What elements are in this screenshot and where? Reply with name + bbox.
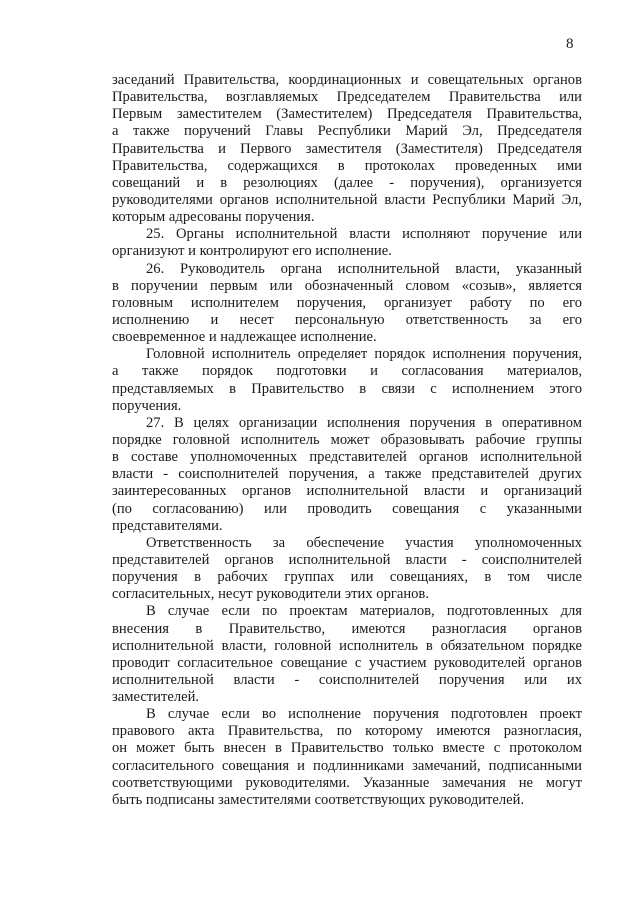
text-line: исполнению и несет персональную ответственность за его [112,311,582,328]
text-line: (по согласованию) или проводить совещания с указанными [112,500,582,517]
text-line: поручения. [112,397,182,414]
text-line: соответствующими руководителями. Указанные замечания не могут [112,774,582,791]
text-line: проводит согласительное совещание с участием руководителей органов [112,654,582,671]
paragraph [112,226,582,260]
text-line: представителей органов исполнительной власти - соисполнителей [112,551,582,568]
text-line: исполнительной власти, головной исполнитель в обязательном порядке [112,637,582,654]
text-line: Правительства, возглавляемых Председателем Правительства или [112,89,582,106]
text-line: согласительного совещания и подлинниками замечаний, подписанными [112,757,582,774]
paragraph [112,261,582,347]
text-line: представителями. [112,517,223,534]
text-line: а также порядок подготовки и согласования материалов, [112,363,582,380]
paragraph [112,346,582,415]
paragraph [112,603,582,706]
text-line: В случае если по проектам материалов, подготовленных для [146,603,582,620]
page-number: 8 [566,36,574,52]
text-line: внесения в Правительство, имеются разногласия органов [112,620,582,637]
text-line: Головной исполнитель определяет порядок исполнения поручения, [146,346,582,363]
text-line: представляемых в Правительство в связи с исполнением этого [112,380,582,397]
text-line: головным исполнителем поручения, организует работу по его [112,294,582,311]
body-text [112,72,582,809]
text-line: организуют и контролируют его исполнение. [112,243,392,260]
text-line: которым адресованы поручения. [112,209,315,226]
text-line: в составе уполномоченных представителей органов исполнительной [112,449,582,466]
paragraph [112,415,582,535]
text-line: Правительства и Первого заместителя (Заместителя) Председателя [112,140,582,157]
text-line: согласительных, несут руководители этих органов. [112,586,429,603]
text-line: Правительства, содержащихся в протоколах проведенных ими [112,157,582,174]
text-line: в поручении первым или обозначенный словом «созыв», является [112,277,582,294]
paragraph [112,706,582,809]
text-line: руководителями органов исполнительной власти Республики Марий Эл, [112,191,582,208]
text-line: совещаний и в резолюциях (далее - поручения), организуется [112,174,582,191]
text-line: правового акта Правительства, по которому имеются разногласия, [112,723,582,740]
text-line: а также поручений Главы Республики Марий Эл, Председателя [112,123,582,140]
paragraph [112,535,582,604]
text-line: своевременное и надлежащее исполнение. [112,329,377,346]
text-line: поручения в рабочих группах или совещаниях, в том числе [112,569,582,586]
text-line: заседаний Правительства, координационных и совещательных органов [112,72,582,88]
text-line: 27. В целях организации исполнения поручения в оперативном [146,414,582,431]
text-line: Первым заместителем (Заместителем) Председателя Правительства, [112,106,582,123]
text-line: заместителей. [112,689,200,706]
text-line: В случае если во исполнение поручения подготовлен проект [146,706,582,723]
text-line: порядке головной исполнитель может образовывать рабочие группы [112,431,582,448]
text-line: Ответственность за обеспечение участия уполномоченных [146,534,582,551]
text-line: исполнительной власти - соисполнителей поручения или их [112,671,582,688]
text-line: он может быть внесен в Правительство только вместе с протоколом [112,740,582,757]
text-line: 25. Органы исполнительной власти исполняют поручение или [146,226,582,243]
text-line: быть подписаны заместителями соответствующих руководителей. [112,791,525,808]
text-line: власти - соисполнителей поручения, а также представителей других [112,466,582,483]
text-line: 26. Руководитель органа исполнительной власти, указанный [146,260,582,277]
text-line: заинтересованных органов исполнительной власти и организаций [112,483,582,500]
paragraph [112,72,582,226]
